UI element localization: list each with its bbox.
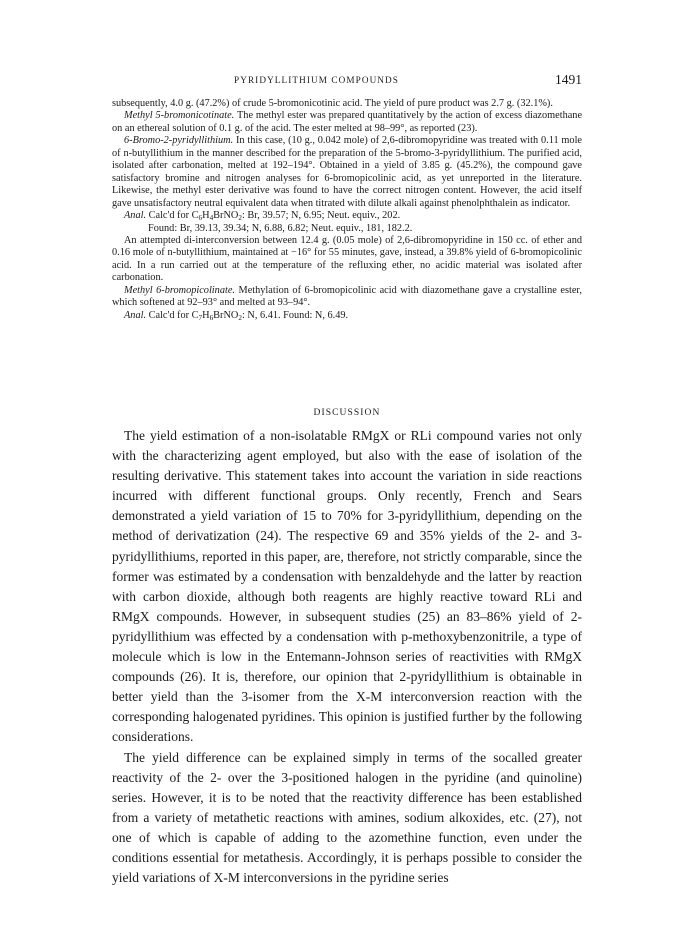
formula-subscript: 7 — [198, 313, 203, 322]
formula-text: Calc'd for C — [148, 210, 199, 222]
section-heading: DISCUSSION — [313, 408, 381, 418]
experimental-paragraph — [112, 135, 582, 210]
experimental-section — [112, 98, 582, 322]
experimental-paragraph: An attempted di-interconversion between 12.4 g. (0.05 mole) of 2,6-dibromopyridine in 150 cc. of ether and 0.16 mole of n-butyllithium, maintained at −16° for 55 minutes, gave, instead, a 39.8% yield of 6-bromopicolinic acid. In a run carried out at the temperature of the refluxing ether, no acidic material was isolated after carbonation. — [112, 234, 582, 284]
formula-text: BrNO — [213, 309, 239, 321]
experimental-paragraph — [112, 110, 582, 135]
analysis-values: : N, 6.41. Found: N, 6.49. — [241, 309, 349, 321]
formula-text: BrNO — [213, 210, 239, 222]
paragraph-body: In this case, (10 g., 0.042 mole) of 2,6-dibromopyridine was treated with 0.11 mole of n-butyllithium in the manner described for the preparation of the 5-bromo-3-pyridyllithium. The purified acid, isolated after carbonation, melted at 192–194°. Obtained in a yield of 3.85 g. (45.2%), the compound gave satisfactory bromine and nitrogen analyses for 6-bromopicolinic acid, as yet unreported in the literature. Likewise, the methyl ester derivative was found to have the correct nitrogen content. However, the acid itself gave unsatisfactory neutral equivalent data when titrated with dilute alkali against phenolphthalein as indicator. — [112, 135, 583, 209]
discussion-paragraph: The yield estimation of a non-isolatable RMgX or RLi compound varies not only with the characterizing agent employed, but also with the ease of isolation of the resulting derivative. This statement takes into account the variation in side reactions incurred with different functional groups. Only recently, French and Sears demonstrated a yield variation of 15 to 70% for 3-pyridyllithium, depending on the method of derivatization (24). The respective 69 and 35% yields of the 2- and 3-pyridyllithiums, reported in this paper, are, therefore, not strictly comparable, since the former was estimated by a condensation with benzaldehyde and the latter by reaction with carbon dioxide, although both reagents are highly reactive toward RLi and RMgX compounds. However, in subsequent studies (25) an 83–86% yield of 2-pyridyllithium was effected by a condensation with p-methoxybenzonitrile, a type of molecule which is low in the Entemann-Johnson series of reactivities with RMgX compounds (26). It is, therefore, our opinion that 2-pyridyllithium is obtainable in better yield than the 3-isomer from the X-M interconversion reaction with the corresponding halogenated pyridines. This opinion is justified further by the following considerations. — [112, 428, 582, 745]
analysis-line — [112, 210, 582, 222]
formula-subscript: 6 — [198, 214, 203, 223]
analysis-values: : Br, 39.57; N, 6.95; Neut. equiv., 202. — [241, 210, 401, 222]
paragraph-body: The methyl ester was prepared quantitatively by the action of excess diazomethane on an ethereal solution of 0.1 g. of the acid. The ester melted at 98–99°, as reported (23). — [112, 110, 583, 134]
paragraph-body: Methylation of 6-bromopicolinic acid with diazomethane gave a crystalline ester, which softened at 92–93° and melted at 93–94°. — [112, 284, 583, 309]
formula-subscript: 4 — [209, 214, 214, 223]
running-title: PYRIDYLLITHIUM COMPOUNDS — [234, 75, 399, 85]
experimental-paragraph: subsequently, 4.0 g. (47.2%) of crude 5-bromonicotinic acid. The yield of pure product was 2.7 g. (32.1%). — [112, 98, 553, 109]
page-number: 1491 — [555, 72, 582, 87]
discussion-paragraph: The yield difference can be explained simply in terms of the socalled greater reactivity of the 2- over the 3-positioned halogen in the pyridine (and quinoline) series. However, it is to be noted that the reactivity difference has been established from a variety of metathetic reactions with amines, sodium alkoxides, etc. (27), not one of which is capable of adding to the azomethine function, even under the conditions essential for metathesis. Accordingly, it is perhaps possible to consider the yield variations of X-M interconversions in the pyridine series — [112, 749, 582, 886]
page-header — [112, 74, 582, 90]
discussion-section — [112, 426, 582, 888]
experimental-paragraph — [112, 285, 582, 310]
analysis-label: Anal. — [124, 309, 147, 321]
compound-title: Methyl 5-bromonicotinate. — [124, 110, 235, 122]
formula-subscript: 2 — [238, 214, 242, 223]
formula-text: Calc'd for C — [148, 309, 199, 321]
analysis-line — [112, 310, 582, 322]
compound-title: 6-Bromo-2-pyridyllithium. — [124, 135, 234, 147]
formula-text: H — [202, 210, 210, 222]
formula-subscript: 6 — [209, 313, 214, 322]
compound-title: Methyl 6-bromopicolinate. — [124, 284, 235, 296]
analysis-found-line: Found: Br, 39.13, 39.34; N, 6.88, 6.82; Neut. equiv., 181, 182.2. — [148, 222, 413, 234]
formula-text: H — [202, 309, 210, 321]
formula-subscript: 2 — [238, 313, 242, 322]
analysis-label: Anal. — [124, 210, 147, 222]
